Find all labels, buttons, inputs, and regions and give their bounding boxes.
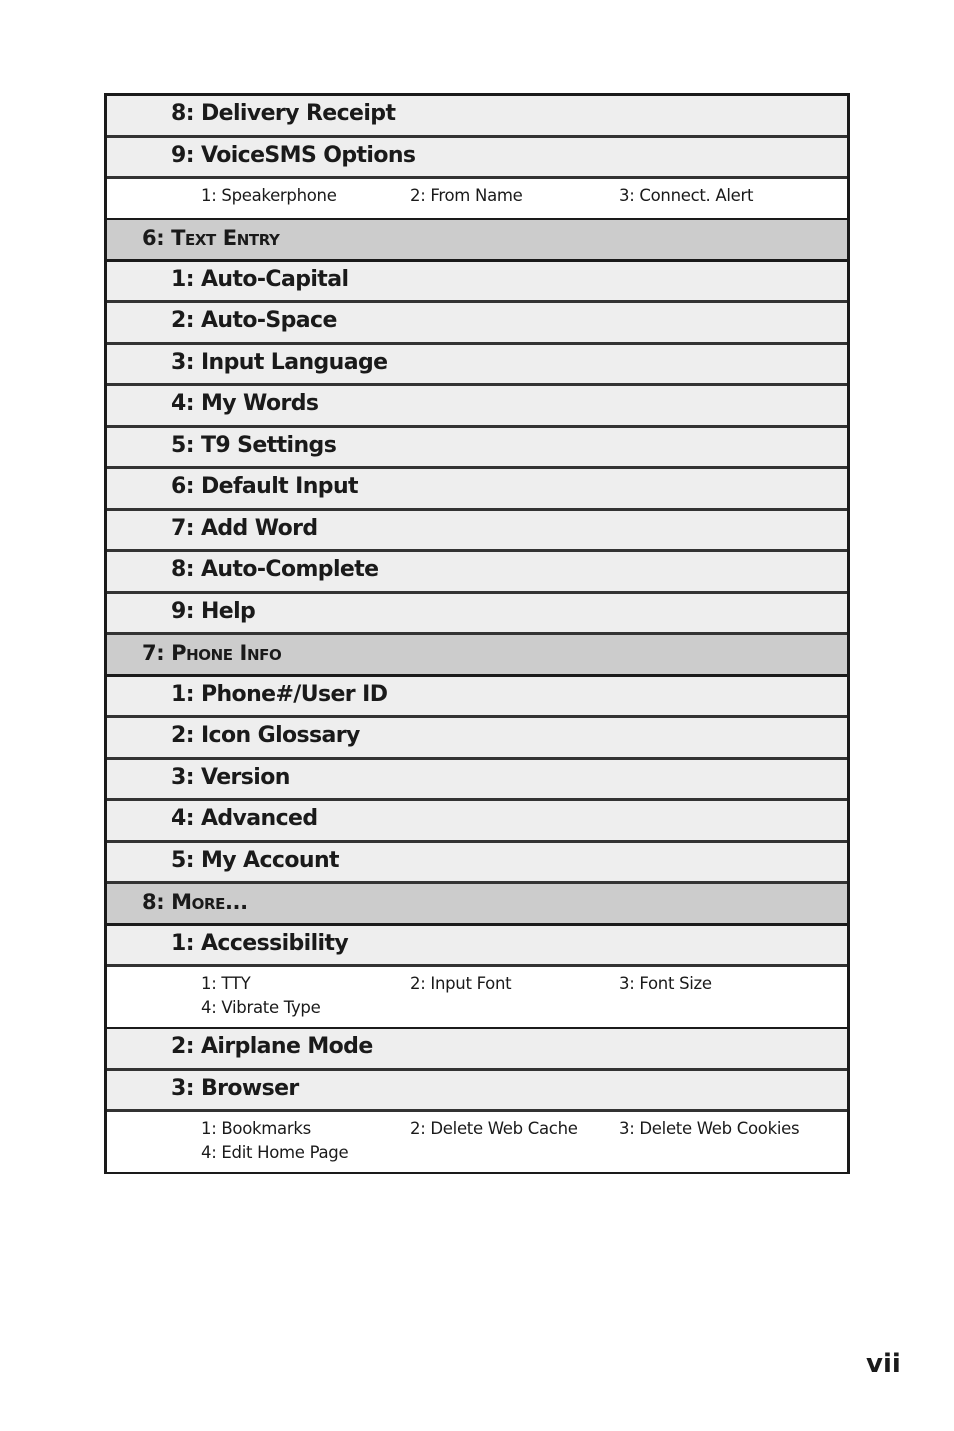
submenu-option: 3: Connect. Alert — [619, 186, 754, 205]
menu-item-label: 2: Auto-Space — [171, 308, 337, 333]
menu-item-label: 5: T9 Settings — [171, 432, 337, 458]
menu-item-my-account — [107, 843, 847, 885]
menu-item-label: 8: Auto-Complete — [171, 557, 379, 582]
menu-item-icon-glossary — [107, 718, 847, 760]
submenu-options-voicesms — [107, 179, 847, 220]
menu-section-more — [107, 884, 847, 926]
menu-item-add-word — [107, 511, 847, 553]
submenu-option: 2: Input Font — [410, 974, 512, 993]
menu-item-input-language — [107, 345, 847, 387]
section-label: 6: Text Entry — [142, 226, 280, 250]
menu-item-auto-complete — [107, 552, 847, 594]
menu-section-text-entry — [107, 220, 847, 262]
menu-item-auto-capital — [107, 262, 847, 304]
menu-item-label: 7: Add Word — [171, 515, 318, 541]
menu-item-label: 9: VoiceSMS Options — [171, 142, 416, 168]
menu-item-label: 2: Icon Glossary — [171, 723, 360, 748]
submenu-option: 2: From Name — [410, 186, 523, 205]
menu-item-default-input — [107, 469, 847, 511]
submenu-option: 1: Speakerphone — [201, 186, 337, 205]
menu-item-auto-space — [107, 303, 847, 345]
menu-item-label: 4: My Words — [171, 391, 319, 416]
menu-item-version — [107, 760, 847, 802]
menu-item-label: 1: Phone#/User ID — [171, 681, 388, 707]
menu-item-label: 9: Help — [171, 598, 256, 624]
menu-item-voicesms-options — [107, 138, 847, 180]
section-label: 8: More... — [142, 890, 248, 914]
menu-item-t9-settings — [107, 428, 847, 470]
menu-item-label: 6: Default Input — [171, 474, 358, 499]
submenu-option: 1: TTY — [201, 974, 251, 993]
menu-item-label: 1: Auto-Capital — [171, 266, 349, 292]
submenu-option: 3: Font Size — [619, 974, 712, 993]
menu-item-airplane-mode — [107, 1029, 847, 1071]
menu-item-label: 8: Delivery Receipt — [171, 101, 396, 126]
menu-item-label: 5: My Account — [171, 847, 339, 873]
submenu-option: 3: Delete Web Cookies — [619, 1119, 800, 1138]
menu-item-advanced — [107, 801, 847, 843]
submenu-option: 1: Bookmarks — [201, 1119, 311, 1138]
menu-item-help — [107, 594, 847, 636]
menu-item-label: 2: Airplane Mode — [171, 1034, 373, 1059]
menu-item-accessibility — [107, 926, 847, 968]
submenu-option: 2: Delete Web Cache — [410, 1119, 578, 1138]
menu-item-my-words — [107, 386, 847, 428]
page-number: vii — [866, 1349, 901, 1379]
menu-item-phone-user-id — [107, 677, 847, 719]
menu-section-phone-info — [107, 635, 847, 677]
submenu-option: 4: Vibrate Type — [201, 998, 321, 1017]
menu-item-label: 4: Advanced — [171, 806, 318, 831]
section-label: 7: Phone Info — [142, 641, 282, 665]
menu-table — [104, 93, 850, 1174]
submenu-option: 4: Edit Home Page — [201, 1143, 349, 1162]
menu-item-label: 1: Accessibility — [171, 930, 349, 956]
menu-item-label: 3: Input Language — [171, 349, 388, 375]
submenu-options-browser — [107, 1112, 847, 1174]
menu-item-label: 3: Browser — [171, 1075, 299, 1101]
menu-item-delivery-receipt — [107, 96, 847, 138]
submenu-options-accessibility — [107, 967, 847, 1029]
menu-item-label: 3: Version — [171, 764, 290, 790]
menu-item-browser — [107, 1071, 847, 1113]
